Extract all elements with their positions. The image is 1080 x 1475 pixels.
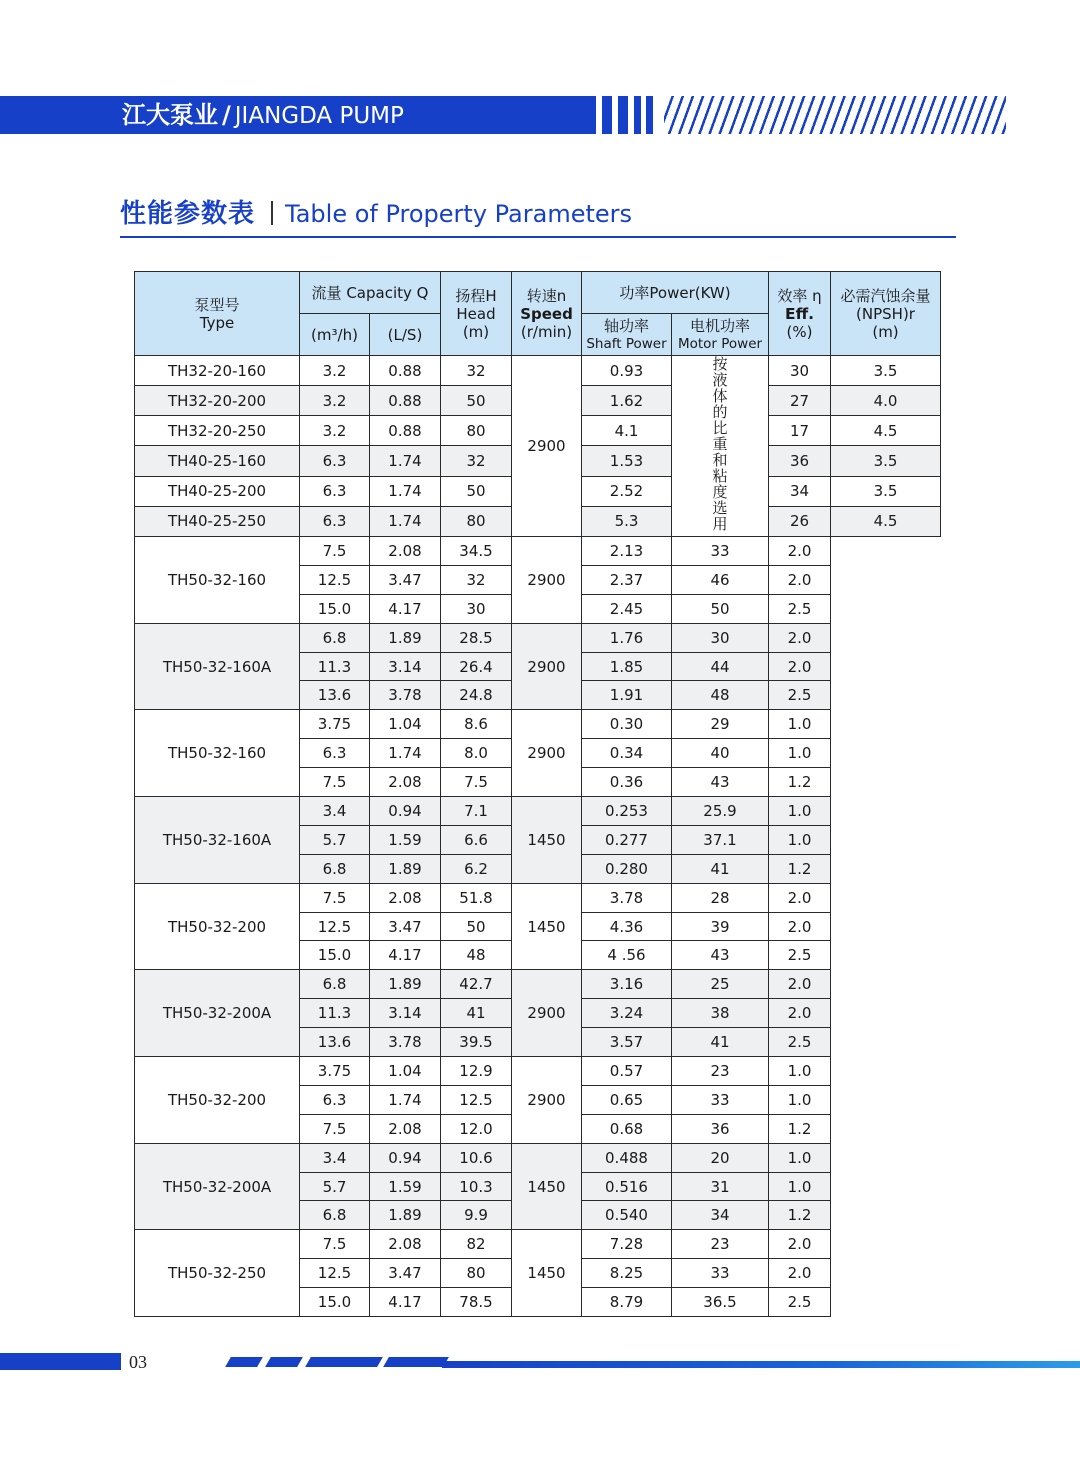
cell-shaft-power: 0.93 xyxy=(582,356,672,386)
cell-shaft-power: 2.13 xyxy=(582,537,672,566)
cell-capacity-m3h: 12.5 xyxy=(300,565,370,594)
cell-capacity-ls: 2.08 xyxy=(370,1114,441,1143)
cell-eff: 33 xyxy=(672,537,769,566)
cell-eff: 38 xyxy=(672,999,769,1028)
header-speed-unit: (r/min) xyxy=(520,322,573,341)
cell-eff: 43 xyxy=(672,768,769,797)
cell-capacity-ls: 1.89 xyxy=(370,1201,441,1230)
header-power: 功率Power(KW) xyxy=(582,272,769,314)
cell-head: 8.6 xyxy=(441,710,512,739)
cell-npsh: 2.0 xyxy=(769,912,831,941)
section-underline xyxy=(120,236,956,238)
cell-shaft-power: 2.45 xyxy=(582,594,672,623)
cell-capacity-m3h: 15.0 xyxy=(300,1288,370,1317)
cell-shaft-power: 0.34 xyxy=(582,739,672,768)
header-motor-cn: 电机功率 xyxy=(690,316,751,335)
cell-head: 80 xyxy=(441,416,512,446)
cell-capacity-ls: 1.74 xyxy=(370,446,441,476)
cell-capacity-ls: 0.88 xyxy=(370,356,441,386)
header-capacity: 流量 Capacity Q xyxy=(300,272,441,314)
cell-shaft-power: 0.488 xyxy=(582,1143,672,1172)
header-eff-cn: 效率 η xyxy=(777,286,822,305)
cell-npsh: 2.5 xyxy=(769,681,831,710)
header-motor-en: Motor Power xyxy=(677,335,763,352)
table-row xyxy=(135,623,941,652)
cell-type: TH50-32-160A xyxy=(135,797,300,884)
cell-head: 7.1 xyxy=(441,797,512,826)
cell-eff: 33 xyxy=(672,1259,769,1288)
cell-capacity-ls: 4.17 xyxy=(370,594,441,623)
cell-eff: 40 xyxy=(672,739,769,768)
cell-head: 10.3 xyxy=(441,1172,512,1201)
cell-eff: 30 xyxy=(672,623,769,652)
footer-seg-2 xyxy=(265,1357,303,1367)
cell-npsh: 2.0 xyxy=(769,999,831,1028)
cell-capacity-ls: 3.47 xyxy=(370,912,441,941)
header-row-1 xyxy=(135,272,941,314)
cell-shaft-power: 2.37 xyxy=(582,565,672,594)
cell-capacity-m3h: 6.3 xyxy=(300,739,370,768)
table-row xyxy=(135,970,941,999)
cell-head: 12.5 xyxy=(441,1085,512,1114)
cell-speed: 2900 xyxy=(512,356,582,537)
cell-npsh: 2.0 xyxy=(769,1230,831,1259)
cell-eff: 25.9 xyxy=(672,797,769,826)
cell-capacity-m3h: 3.4 xyxy=(300,797,370,826)
cell-capacity-m3h: 12.5 xyxy=(300,1259,370,1288)
header-npsh xyxy=(831,272,941,356)
cell-capacity-m3h: 6.3 xyxy=(300,506,370,536)
cell-capacity-m3h: 11.3 xyxy=(300,652,370,681)
cell-shaft-power: 1.91 xyxy=(582,681,672,710)
cell-shaft-power: 5.3 xyxy=(582,506,672,536)
cell-speed: 2900 xyxy=(512,623,582,710)
cell-capacity-m3h: 3.2 xyxy=(300,386,370,416)
brand-title xyxy=(122,99,404,131)
cell-eff: 23 xyxy=(672,1057,769,1086)
table-row xyxy=(135,797,941,826)
section-title-divider xyxy=(271,201,273,225)
cell-eff: 36.5 xyxy=(672,1288,769,1317)
motor-power-note: 按液体的比重和粘度选用 xyxy=(710,356,729,532)
cell-speed: 2900 xyxy=(512,537,582,624)
cell-npsh: 2.0 xyxy=(769,1259,831,1288)
cell-capacity-m3h: 5.7 xyxy=(300,1172,370,1201)
cell-capacity-m3h: 12.5 xyxy=(300,912,370,941)
cell-shaft-power: 0.540 xyxy=(582,1201,672,1230)
cell-capacity-ls: 3.47 xyxy=(370,1259,441,1288)
cell-capacity-ls: 1.74 xyxy=(370,506,441,536)
cell-speed: 1450 xyxy=(512,797,582,884)
cell-capacity-ls: 1.74 xyxy=(370,739,441,768)
cell-head: 7.5 xyxy=(441,768,512,797)
cell-npsh: 2.5 xyxy=(769,941,831,970)
header-shaft-en: Shaft Power xyxy=(586,335,667,352)
cell-npsh: 3.5 xyxy=(831,446,941,476)
cell-eff: 20 xyxy=(672,1143,769,1172)
cell-head: 32 xyxy=(441,446,512,476)
cell-shaft-power: 3.16 xyxy=(582,970,672,999)
cell-head: 6.2 xyxy=(441,854,512,883)
header-stripes xyxy=(664,96,1006,134)
cell-npsh: 4.5 xyxy=(831,416,941,446)
cell-shaft-power: 0.68 xyxy=(582,1114,672,1143)
cell-capacity-ls: 1.04 xyxy=(370,710,441,739)
cell-capacity-ls: 2.08 xyxy=(370,537,441,566)
footer-seg-3 xyxy=(305,1357,383,1367)
cell-capacity-ls: 1.74 xyxy=(370,476,441,506)
header-bar-3 xyxy=(634,96,641,134)
cell-eff: 23 xyxy=(672,1230,769,1259)
table-row xyxy=(135,1057,941,1086)
cell-eff: 46 xyxy=(672,565,769,594)
table-row xyxy=(135,710,941,739)
cell-npsh: 1.0 xyxy=(769,825,831,854)
cell-npsh: 1.0 xyxy=(769,710,831,739)
cell-npsh: 2.5 xyxy=(769,1028,831,1057)
triple-groups xyxy=(135,537,941,1317)
cell-shaft-power: 1.62 xyxy=(582,386,672,416)
header-capacity-m3h: (m³/h) xyxy=(300,314,370,356)
header-npsh-unit: (m) xyxy=(872,322,899,341)
cell-shaft-power: 3.57 xyxy=(582,1028,672,1057)
cell-shaft-power: 0.277 xyxy=(582,825,672,854)
header-head-en: Head xyxy=(456,304,496,323)
cell-eff: 33 xyxy=(672,1085,769,1114)
cell-capacity-m3h: 3.75 xyxy=(300,710,370,739)
footer-line xyxy=(442,1361,1080,1368)
cell-npsh: 1.2 xyxy=(769,1201,831,1230)
header-speed xyxy=(512,272,582,356)
cell-type: TH50-32-160 xyxy=(135,537,300,624)
table-row xyxy=(135,1143,941,1172)
cell-speed: 2900 xyxy=(512,1057,582,1144)
cell-capacity-m3h: 6.3 xyxy=(300,446,370,476)
cell-shaft-power: 0.57 xyxy=(582,1057,672,1086)
cell-capacity-m3h: 6.3 xyxy=(300,1085,370,1114)
header-capacity-ls: (L/S) xyxy=(370,314,441,356)
brand-en: JIANGDA PUMP xyxy=(234,103,404,129)
cell-npsh: 1.0 xyxy=(769,1085,831,1114)
cell-type: TH32-20-160 xyxy=(135,356,300,386)
cell-head: 80 xyxy=(441,506,512,536)
cell-npsh: 2.5 xyxy=(769,594,831,623)
cell-type: TH32-20-250 xyxy=(135,416,300,446)
section-title-cn: 性能参数表 xyxy=(120,199,256,229)
cell-capacity-ls: 3.14 xyxy=(370,999,441,1028)
cell-shaft-power: 1.53 xyxy=(582,446,672,476)
cell-head: 39.5 xyxy=(441,1028,512,1057)
cell-eff: 26 xyxy=(769,506,831,536)
cell-shaft-power: 0.36 xyxy=(582,768,672,797)
header-motor xyxy=(672,314,769,356)
footer-seg-4 xyxy=(383,1357,449,1367)
cell-capacity-m3h: 11.3 xyxy=(300,999,370,1028)
cell-eff: 36 xyxy=(769,446,831,476)
cell-npsh: 1.0 xyxy=(769,797,831,826)
header-npsh-en: (NPSH)r xyxy=(856,304,915,323)
cell-type: TH32-20-200 xyxy=(135,386,300,416)
cell-type: TH50-32-250 xyxy=(135,1230,300,1317)
cell-head: 48 xyxy=(441,941,512,970)
cell-capacity-m3h: 6.8 xyxy=(300,623,370,652)
cell-capacity-m3h: 6.8 xyxy=(300,1201,370,1230)
cell-capacity-m3h: 7.5 xyxy=(300,768,370,797)
cell-head: 24.8 xyxy=(441,681,512,710)
cell-capacity-ls: 1.59 xyxy=(370,825,441,854)
cell-npsh: 1.0 xyxy=(769,739,831,768)
cell-eff: 30 xyxy=(769,356,831,386)
cell-eff: 41 xyxy=(672,854,769,883)
header-npsh-cn: 必需汽蚀余量 xyxy=(840,286,931,305)
cell-speed: 1450 xyxy=(512,883,582,970)
cell-eff: 31 xyxy=(672,1172,769,1201)
cell-shaft-power: 8.79 xyxy=(582,1288,672,1317)
cell-capacity-ls: 4.17 xyxy=(370,1288,441,1317)
cell-head: 8.0 xyxy=(441,739,512,768)
cell-npsh: 4.0 xyxy=(831,386,941,416)
cell-head: 50 xyxy=(441,386,512,416)
cell-eff: 43 xyxy=(672,941,769,970)
cell-npsh: 3.5 xyxy=(831,476,941,506)
header-bar-2 xyxy=(618,96,628,134)
cell-shaft-power: 3.24 xyxy=(582,999,672,1028)
cell-npsh: 2.0 xyxy=(769,623,831,652)
cell-capacity-ls: 4.17 xyxy=(370,941,441,970)
cell-shaft-power: 0.280 xyxy=(582,854,672,883)
cell-eff: 34 xyxy=(769,476,831,506)
cell-capacity-ls: 1.59 xyxy=(370,1172,441,1201)
cell-head: 32 xyxy=(441,565,512,594)
cell-eff: 50 xyxy=(672,594,769,623)
cell-head: 26.4 xyxy=(441,652,512,681)
cell-npsh: 2.0 xyxy=(769,537,831,566)
cell-shaft-power: 0.516 xyxy=(582,1172,672,1201)
cell-eff: 36 xyxy=(672,1114,769,1143)
cell-capacity-ls: 3.47 xyxy=(370,565,441,594)
section-title-en: Table of Property Parameters xyxy=(285,200,633,228)
cell-capacity-ls: 1.89 xyxy=(370,970,441,999)
cell-npsh: 2.0 xyxy=(769,970,831,999)
cell-npsh: 3.5 xyxy=(831,356,941,386)
cell-capacity-m3h: 3.2 xyxy=(300,356,370,386)
cell-shaft-power: 0.30 xyxy=(582,710,672,739)
cell-head: 6.6 xyxy=(441,825,512,854)
cell-capacity-m3h: 3.2 xyxy=(300,416,370,446)
cell-type: TH50-32-200A xyxy=(135,970,300,1057)
cell-type: TH50-32-160A xyxy=(135,623,300,710)
cell-capacity-m3h: 6.8 xyxy=(300,970,370,999)
header-speed-en: Speed xyxy=(520,304,573,323)
cell-capacity-m3h: 13.6 xyxy=(300,681,370,710)
header-head xyxy=(441,272,512,356)
cell-capacity-m3h: 7.5 xyxy=(300,883,370,912)
header-eff xyxy=(769,272,831,356)
cell-capacity-ls: 2.08 xyxy=(370,883,441,912)
brand-cn: 江大泵业 xyxy=(122,101,218,129)
cell-capacity-ls: 3.78 xyxy=(370,681,441,710)
cell-eff: 39 xyxy=(672,912,769,941)
header-eff-en: Eff. xyxy=(784,304,815,323)
cell-capacity-ls: 0.88 xyxy=(370,416,441,446)
cell-npsh: 1.2 xyxy=(769,854,831,883)
cell-head: 50 xyxy=(441,476,512,506)
cell-capacity-m3h: 6.8 xyxy=(300,854,370,883)
cell-shaft-power: 4.36 xyxy=(582,912,672,941)
cell-shaft-power: 7.28 xyxy=(582,1230,672,1259)
cell-shaft-power: 1.85 xyxy=(582,652,672,681)
header-shaft xyxy=(582,314,672,356)
cell-motor-power-note xyxy=(672,356,769,537)
cell-npsh: 4.5 xyxy=(831,506,941,536)
table-row xyxy=(135,356,941,386)
header-head-unit: (m) xyxy=(462,322,490,341)
cell-head: 9.9 xyxy=(441,1201,512,1230)
cell-capacity-m3h: 15.0 xyxy=(300,941,370,970)
cell-eff: 44 xyxy=(672,652,769,681)
cell-npsh: 1.0 xyxy=(769,1057,831,1086)
cell-head: 12.9 xyxy=(441,1057,512,1086)
cell-npsh: 2.0 xyxy=(769,883,831,912)
cell-capacity-ls: 2.08 xyxy=(370,1230,441,1259)
cell-shaft-power: 0.65 xyxy=(582,1085,672,1114)
cell-head: 32 xyxy=(441,356,512,386)
cell-shaft-power: 1.76 xyxy=(582,623,672,652)
header-bar-1 xyxy=(602,96,612,134)
header-head-cn: 扬程H xyxy=(455,286,497,305)
cell-type: TH50-32-200 xyxy=(135,1057,300,1144)
cell-shaft-power: 8.25 xyxy=(582,1259,672,1288)
cell-eff: 27 xyxy=(769,386,831,416)
cell-eff: 25 xyxy=(672,970,769,999)
cell-eff: 29 xyxy=(672,710,769,739)
cell-capacity-ls: 3.14 xyxy=(370,652,441,681)
cell-type: TH40-25-200 xyxy=(135,476,300,506)
cell-eff: 34 xyxy=(672,1201,769,1230)
cell-eff: 17 xyxy=(769,416,831,446)
cell-speed: 2900 xyxy=(512,710,582,797)
cell-head: 12.0 xyxy=(441,1114,512,1143)
header-eff-unit: (%) xyxy=(786,322,813,341)
cell-eff: 28 xyxy=(672,883,769,912)
section-title xyxy=(120,196,632,232)
cell-type: TH40-25-160 xyxy=(135,446,300,476)
cell-capacity-m3h: 7.5 xyxy=(300,537,370,566)
footer-bar xyxy=(0,1353,121,1370)
brand-slash: / xyxy=(222,101,231,129)
cell-eff: 48 xyxy=(672,681,769,710)
cell-npsh: 1.2 xyxy=(769,768,831,797)
header-type-en: Type xyxy=(199,313,235,332)
cell-type: TH40-25-250 xyxy=(135,506,300,536)
cell-head: 78.5 xyxy=(441,1288,512,1317)
header-type xyxy=(135,272,300,356)
cell-capacity-ls: 2.08 xyxy=(370,768,441,797)
header-speed-cn: 转速n xyxy=(526,286,567,305)
table-row xyxy=(135,1230,941,1259)
cell-capacity-ls: 0.94 xyxy=(370,1143,441,1172)
cell-shaft-power: 0.253 xyxy=(582,797,672,826)
cell-shaft-power: 4 .56 xyxy=(582,941,672,970)
cell-capacity-m3h: 13.6 xyxy=(300,1028,370,1057)
cell-capacity-m3h: 6.3 xyxy=(300,476,370,506)
cell-npsh: 1.0 xyxy=(769,1172,831,1201)
cell-speed: 1450 xyxy=(512,1143,582,1230)
cell-capacity-m3h: 15.0 xyxy=(300,594,370,623)
cell-capacity-ls: 0.88 xyxy=(370,386,441,416)
cell-capacity-m3h: 5.7 xyxy=(300,825,370,854)
cell-capacity-ls: 0.94 xyxy=(370,797,441,826)
cell-speed: 2900 xyxy=(512,970,582,1057)
cell-type: TH50-32-200 xyxy=(135,883,300,970)
cell-capacity-ls: 1.89 xyxy=(370,623,441,652)
cell-eff: 41 xyxy=(672,1028,769,1057)
table-row xyxy=(135,883,941,912)
cell-npsh: 1.0 xyxy=(769,1143,831,1172)
cell-head: 50 xyxy=(441,912,512,941)
cell-head: 34.5 xyxy=(441,537,512,566)
cell-head: 28.5 xyxy=(441,623,512,652)
cell-npsh: 1.2 xyxy=(769,1114,831,1143)
footer-seg-1 xyxy=(225,1357,263,1367)
cell-head: 80 xyxy=(441,1259,512,1288)
page-number: 03 xyxy=(129,1352,147,1372)
header-bar-4 xyxy=(646,96,653,134)
cell-shaft-power: 3.78 xyxy=(582,883,672,912)
cell-shaft-power: 2.52 xyxy=(582,476,672,506)
property-parameter-table xyxy=(134,271,941,1317)
cell-type: TH50-32-200A xyxy=(135,1143,300,1230)
cell-head: 42.7 xyxy=(441,970,512,999)
cell-capacity-m3h: 7.5 xyxy=(300,1230,370,1259)
cell-capacity-ls: 3.78 xyxy=(370,1028,441,1057)
cell-head: 10.6 xyxy=(441,1143,512,1172)
header-shaft-cn: 轴功率 xyxy=(603,316,649,335)
table-row xyxy=(135,537,941,566)
cell-capacity-ls: 1.89 xyxy=(370,854,441,883)
cell-head: 51.8 xyxy=(441,883,512,912)
cell-capacity-m3h: 7.5 xyxy=(300,1114,370,1143)
cell-eff: 37.1 xyxy=(672,825,769,854)
cell-capacity-m3h: 3.75 xyxy=(300,1057,370,1086)
cell-npsh: 2.0 xyxy=(769,565,831,594)
cell-npsh: 2.0 xyxy=(769,652,831,681)
cell-type: TH50-32-160 xyxy=(135,710,300,797)
cell-capacity-ls: 1.04 xyxy=(370,1057,441,1086)
cell-head: 41 xyxy=(441,999,512,1028)
cell-npsh: 2.5 xyxy=(769,1288,831,1317)
cell-shaft-power: 4.1 xyxy=(582,416,672,446)
cell-head: 30 xyxy=(441,594,512,623)
cell-speed: 1450 xyxy=(512,1230,582,1317)
cell-capacity-m3h: 3.4 xyxy=(300,1143,370,1172)
cell-head: 82 xyxy=(441,1230,512,1259)
cell-capacity-ls: 1.74 xyxy=(370,1085,441,1114)
header-type-cn: 泵型号 xyxy=(194,295,240,314)
